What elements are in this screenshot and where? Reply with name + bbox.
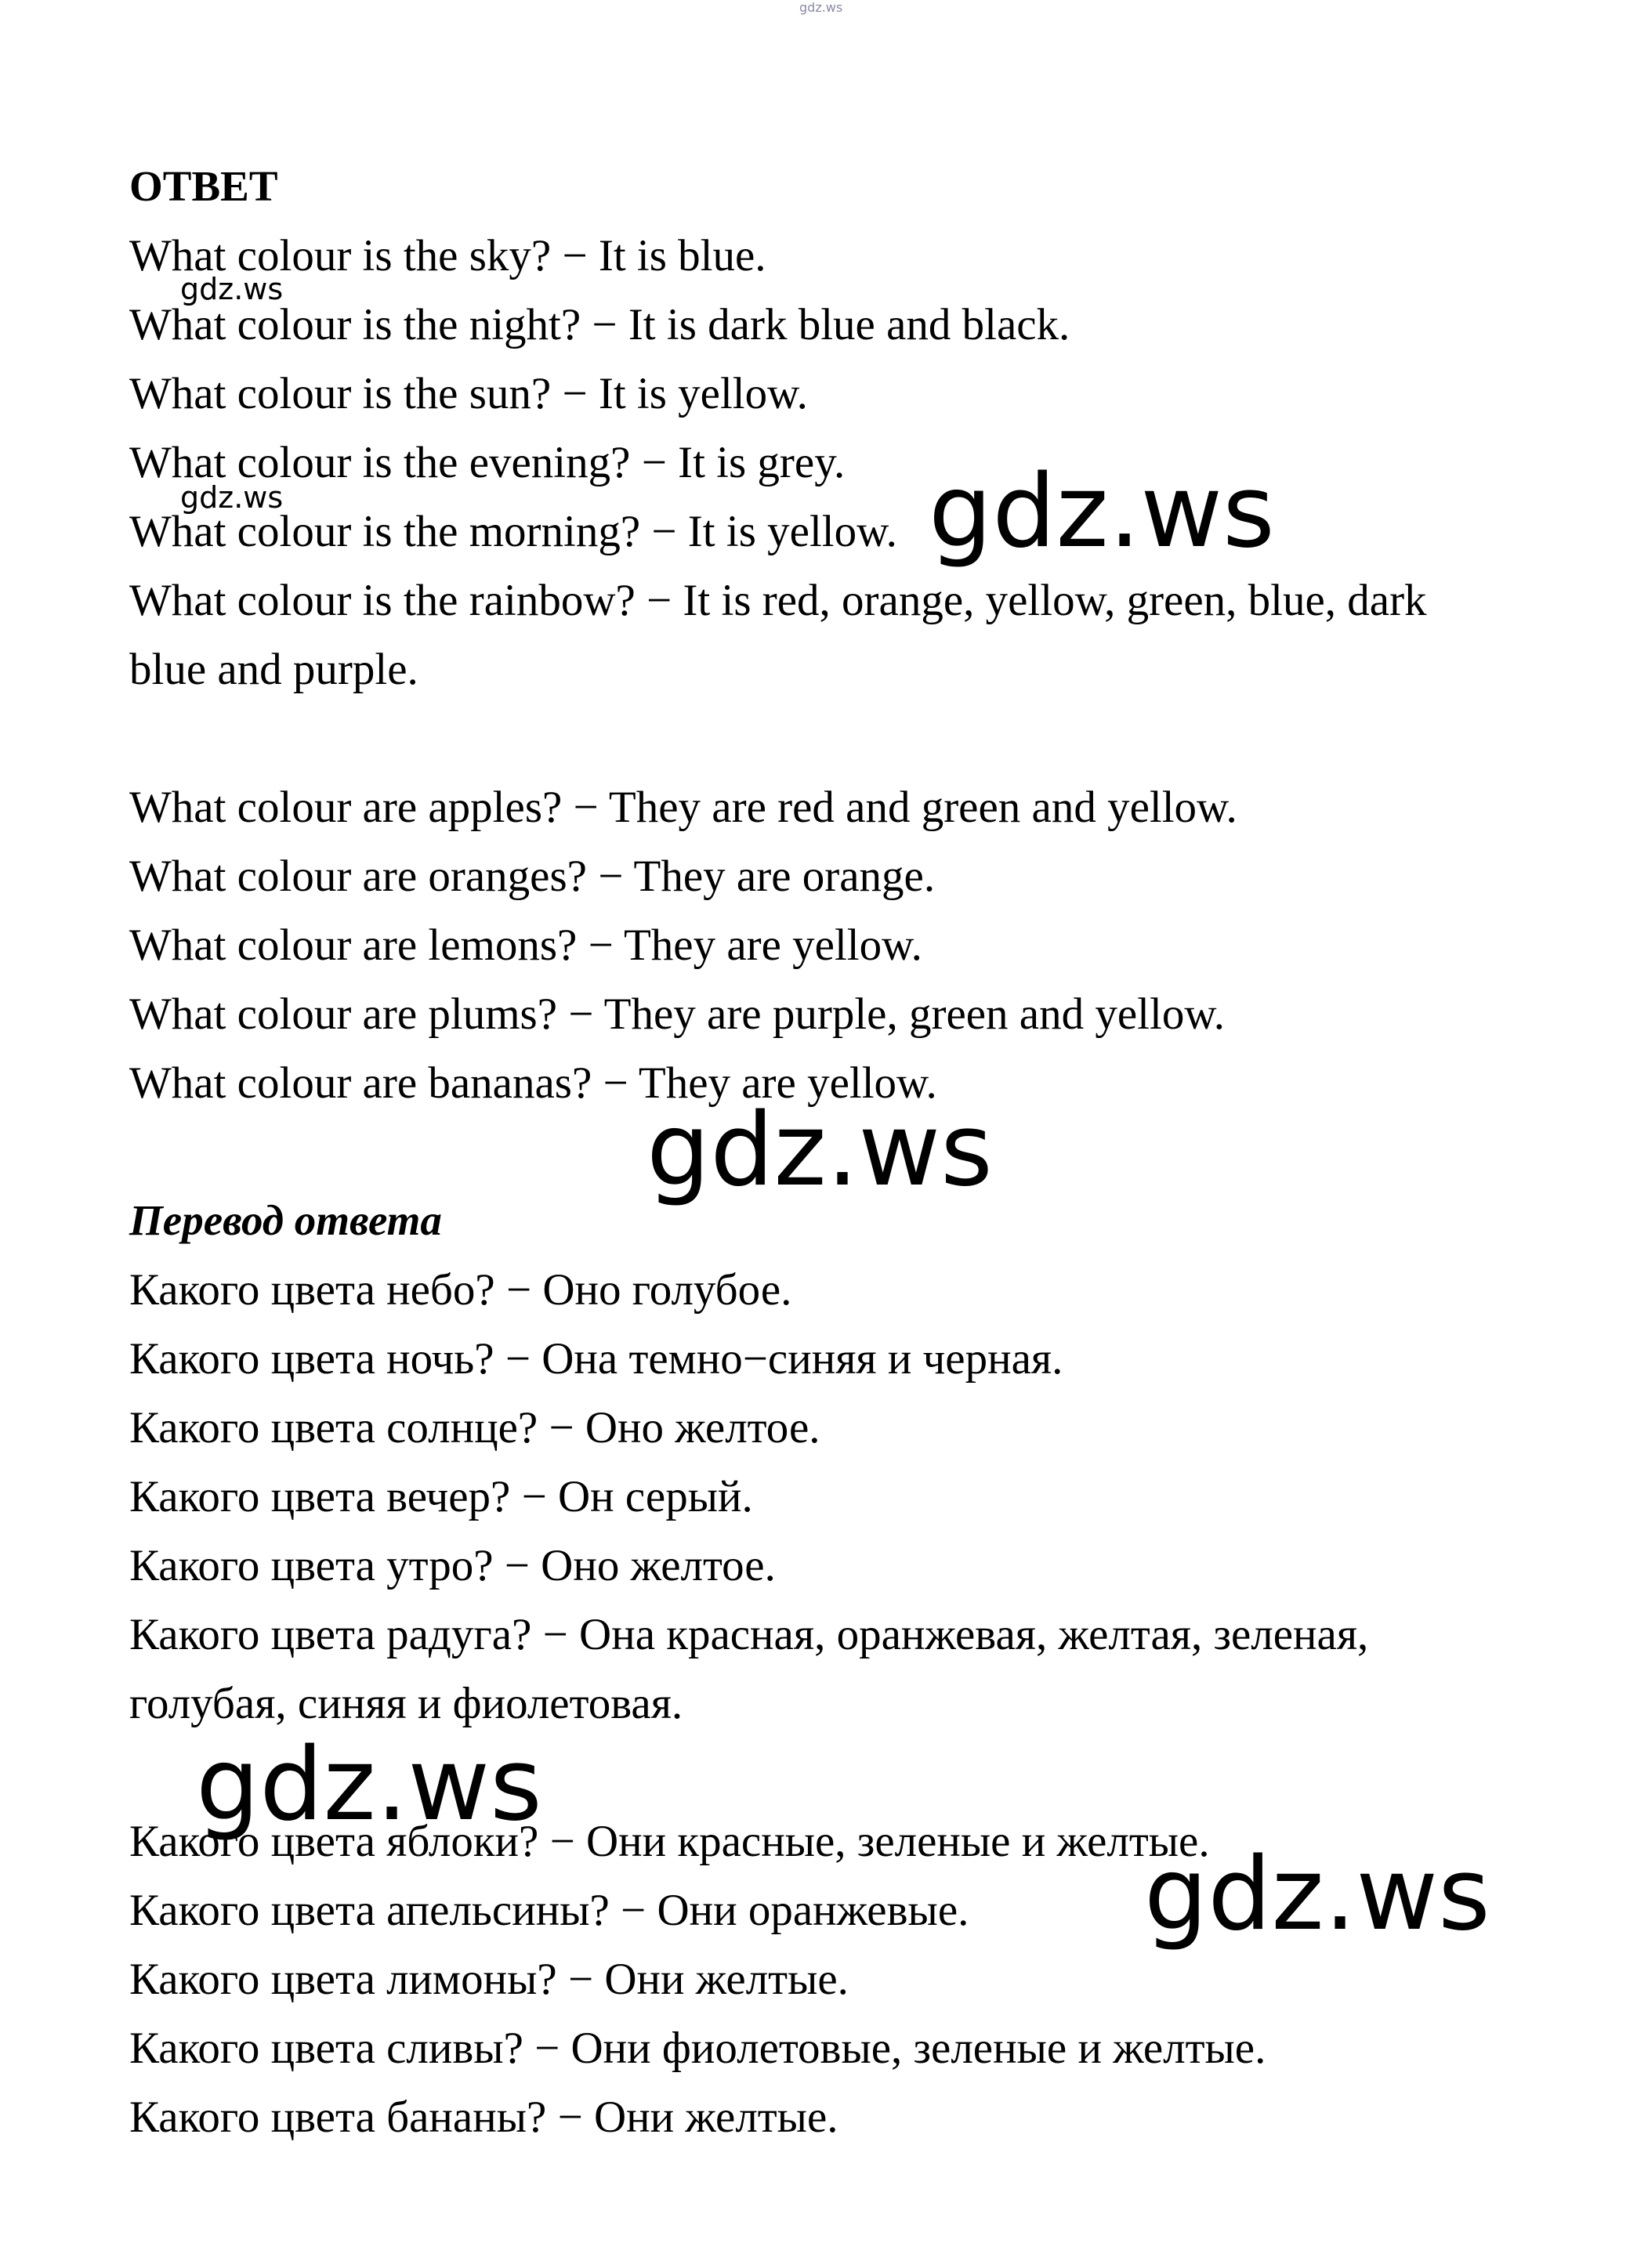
answer-line: What colour are bananas? − They are yellow. bbox=[129, 1058, 937, 1108]
answer-line: What colour is the night? − It is dark blue and black. bbox=[129, 300, 1070, 349]
answer-line: What colour are plums? − They are purple, green and yellow. bbox=[129, 989, 1226, 1039]
watermark-top: gdz.ws bbox=[799, 0, 843, 15]
translation-line: Какого цвета утро? − Оно желтое. bbox=[129, 1541, 776, 1590]
watermark-large: gdz.ws bbox=[646, 1092, 993, 1209]
translation-line: Какого цвета лимоны? − Они желтые. bbox=[129, 1955, 849, 2004]
answer-line: What colour is the rainbow? − It is red, orange, yellow, green, blue, dark bbox=[129, 576, 1427, 625]
answer-line: What colour is the morning? − It is yellow. bbox=[129, 507, 897, 556]
watermark-small: gdz.ws bbox=[180, 272, 284, 306]
translation-line: Какого цвета вечер? − Он серый. bbox=[129, 1472, 753, 1521]
watermark-large: gdz.ws bbox=[929, 454, 1275, 570]
translation-line: Какого цвета ночь? − Она темно−синяя и черная. bbox=[129, 1334, 1063, 1384]
translation-line: Какого цвета небо? − Оно голубое. bbox=[129, 1265, 792, 1315]
answer-line: What colour are apples? − They are red and green and yellow. bbox=[129, 783, 1237, 832]
answer-heading: ОТВЕТ bbox=[129, 162, 278, 210]
translation-line: Какого цвета бананы? − Они желтые. bbox=[129, 2093, 838, 2142]
answer-line: What colour is the sun? − It is yellow. bbox=[129, 369, 808, 418]
watermark-large: gdz.ws bbox=[1144, 1836, 1490, 1953]
translation-line: Какого цвета солнце? − Оно желтое. bbox=[129, 1403, 820, 1452]
translation-line: Какого цвета сливы? − Они фиолетовые, зеленые и желтые. bbox=[129, 2024, 1266, 2073]
answer-line: What colour are oranges? − They are orange. bbox=[129, 852, 936, 901]
watermark-small: gdz.ws bbox=[180, 480, 284, 515]
answer-line: What colour is the sky? − It is blue. bbox=[129, 231, 766, 280]
answer-line: What colour is the evening? − It is grey. bbox=[129, 438, 846, 487]
translation-line: голубая, синяя и фиолетовая. bbox=[129, 1679, 683, 1728]
translation-line: Какого цвета яблоки? − Они красные, зеленые и желтые. bbox=[129, 1817, 1210, 1866]
translation-line: Какого цвета радуга? − Она красная, оранжевая, желтая, зеленая, bbox=[129, 1610, 1369, 1659]
answer-line: What colour are lemons? − They are yellow. bbox=[129, 921, 922, 970]
watermark-large: gdz.ws bbox=[196, 1727, 542, 1843]
answer-line: blue and purple. bbox=[129, 645, 418, 694]
translation-heading: Перевод ответа bbox=[129, 1196, 442, 1244]
translation-line: Какого цвета апельсины? − Они оранжевые. bbox=[129, 1886, 969, 1935]
